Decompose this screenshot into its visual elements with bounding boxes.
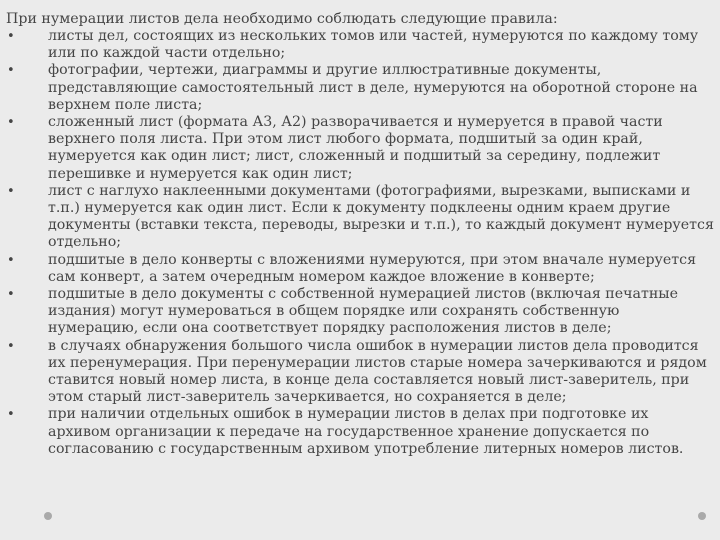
list-item — [6, 338, 714, 407]
list-item — [6, 114, 714, 183]
list-item — [6, 62, 714, 114]
bullet-icon: • — [7, 29, 15, 44]
list-item — [6, 183, 714, 252]
list-item-text: сложенный лист (формата А3, А2) разворачивается и нумеруется в правой части верхнего поля листа. При этом лист любого формата, подшитый за один край, нумеруется как один лист; лист, сложенный и подшитый за середину, подлежит перешивке и нумеруется как один лист; — [48, 114, 663, 182]
list-item — [6, 286, 714, 338]
list-item-text: подшитые в дело документы с собственной нумерацией листов (включая печатные издания) могут нумероваться в общем порядке или сохранять собственную нумерацию, если она соответствует порядку расположения листов в деле; — [48, 286, 678, 337]
list-item — [6, 28, 714, 62]
list-item-text: лист с наглухо наклеенными документами (фотографиями, вырезками, выписками и т.п.) нумеруется как один лист. Если к документу подклеены одним краем другие документы (вставки текста, переводы, вырезки и т.п.), то каждый документ нумеруется отдельно; — [48, 182, 714, 251]
list-item-text: подшитые в дело конверты с вложениями нумеруются, при этом вначале нумеруется сам конверт, а затем очередным номером каждое вложение в конверте; — [48, 251, 697, 285]
slide-nav-dot-right-icon — [698, 512, 706, 520]
bullet-icon: • — [7, 63, 15, 79]
bullet-icon: • — [7, 252, 15, 268]
list-item-text: в случаях обнаружения большого числа ошибок в нумерации листов дела проводится их перенумерация. При перенумерации листов старые номера зачеркиваются и рядом ставится новый номер листа, в конце дела составляется новый лист-заверитель, при этом старый лист-заверитель зачеркивается, но сохраняется в деле; — [48, 337, 707, 406]
rules-list — [6, 28, 714, 458]
list-item — [6, 406, 714, 458]
slide-nav-dot-left-icon — [44, 512, 52, 520]
list-item — [6, 252, 714, 286]
bullet-icon: • — [7, 183, 15, 199]
bullet-icon: • — [7, 115, 15, 131]
list-item-text: при наличии отдельных ошибок в нумерации листов в делах при подготовке их архивом организации к передаче на государственное хранение допускается по согласованию с государственным архивом употребление литерных номеров листов. — [48, 406, 684, 457]
bullet-icon: • — [7, 338, 15, 354]
list-item-text: листы дел, состоящих из нескольких томов или частей, нумеруются по каждому тому или по каждой части отдельно; — [48, 28, 699, 62]
bullet-icon: • — [7, 287, 15, 303]
list-item-text: фотографии, чертежи, диаграммы и другие иллюстративные документы, представляющие самостоятельный лист в деле, нумеруются на оборотной стороне на верхнем поле листа; — [48, 62, 698, 113]
bullet-icon: • — [7, 407, 15, 423]
intro-text: При нумерации листов дела необходимо соблюдать следующие правила: — [6, 11, 558, 27]
